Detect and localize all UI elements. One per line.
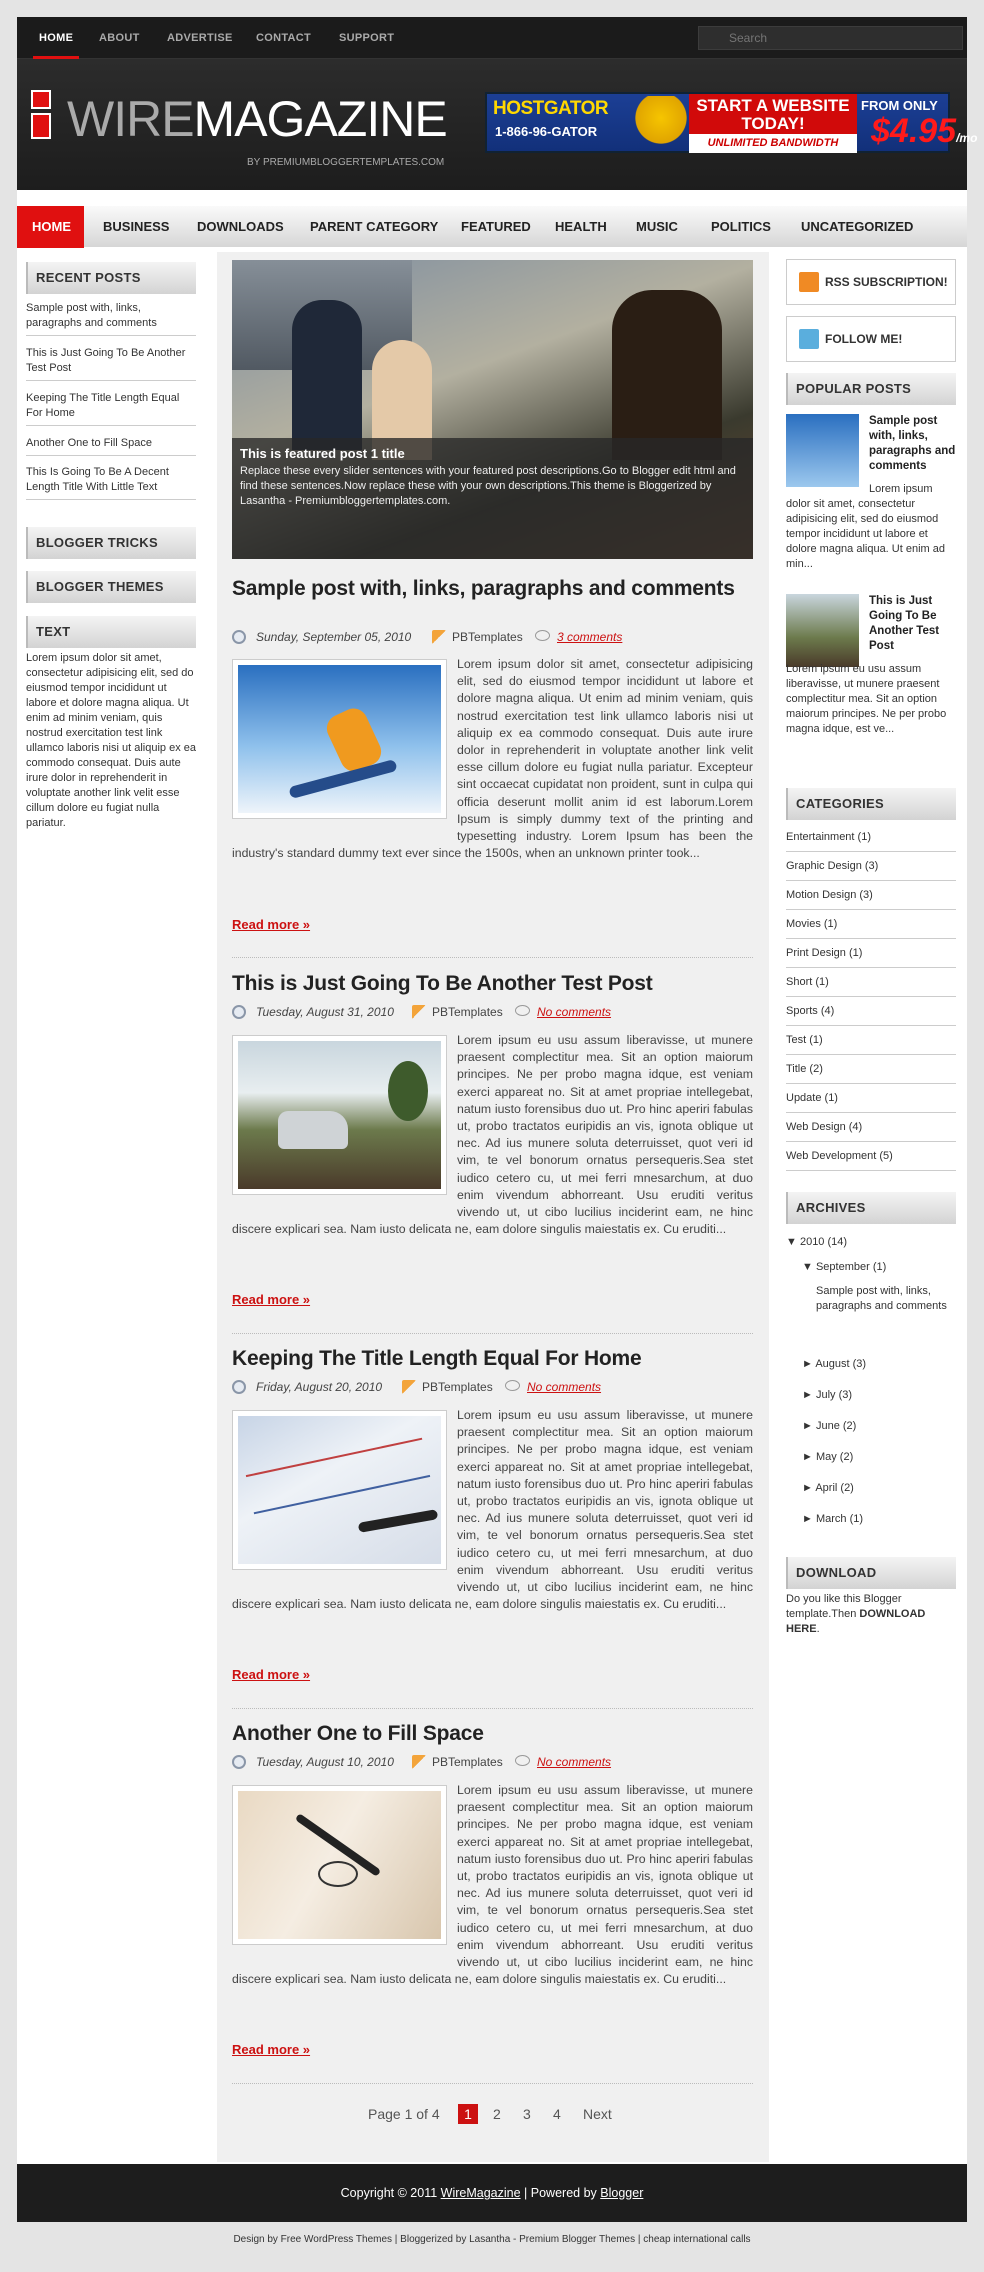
category-link[interactable]: Print Design (1) [786, 939, 956, 968]
logo-bold: MAGAZINE [193, 91, 447, 147]
post-excerpt: Lorem ipsum eu usu assum liberavisse, ut munere praesent complectitur mea. Sit an option maiorum principes. Ne per probo magna idque, est veniam exerci appareat no. Sit at amet propriae intellegebat, natum iusto forensibus duo ut. Pro hinc aperiri fabulas ut, probo tractatos euripidis an vis, ignota oblique ut nec. Ad ius munere soluta deterruisset, quot veri id vim, te vel bonorum ornatus persequeris.Sea stet iudico cetero cu, ut mei ferri mnesarchum, at duo enim vivendum abhorreant. Usu eruditi veritus vivendo ut, ut cibo lucilius inciderint eam, ne hinc discere explicari sea. Nam iusto delicata ne, eam dolore singulis maiestatis ex. Cu eruditi... [232, 1408, 753, 1612]
post-date: Tuesday, August 10, 2010 [256, 1755, 394, 1769]
logo-light: WIRE [67, 91, 194, 147]
page-link[interactable]: 4 [553, 2106, 561, 2122]
download-text-lead: Do you like this Blogger template.Then [786, 1593, 902, 1620]
footer-blogger-link[interactable]: Blogger [600, 2186, 644, 2200]
archive-month[interactable] [802, 1512, 863, 1527]
post-divider [232, 957, 753, 958]
logo-mark-bottom [31, 113, 51, 139]
category-link[interactable]: Movies (1) [786, 910, 956, 939]
archive-month[interactable] [802, 1260, 886, 1275]
category-link[interactable]: Short (1) [786, 968, 956, 997]
recent-post-link[interactable]: Keeping The Title Length Equal For Home [26, 391, 196, 426]
main-nav [17, 205, 967, 247]
banner-brand: HOSTGATOR [493, 98, 609, 119]
popular-post-title[interactable]: This is Just Going To Be Another Test Post [869, 595, 940, 652]
archive-month[interactable] [802, 1388, 852, 1403]
recent-post-link[interactable]: Another One to Fill Space [26, 436, 196, 456]
banner-from: FROM ONLY [861, 98, 938, 113]
recent-post-link[interactable]: This Is Going To Be A Decent Length Title With Little Text [26, 465, 196, 500]
popular-post-snippet: Lorem ipsum eu usu assum liberavisse, ut munere praesent complectitur mea. Sit an option maiorum principes. Ne per probo magna idque, est ve... [786, 663, 947, 735]
post-author: PBTemplates [422, 1380, 493, 1394]
pagination [368, 2104, 728, 2124]
archive-year-label: 2010 [799, 1236, 825, 1248]
archives-heading: ARCHIVES [786, 1192, 956, 1224]
download-text-end: . [816, 1623, 820, 1635]
banner-start: START A WEBSITE TODAY! [689, 94, 857, 134]
featured-slider[interactable] [232, 260, 753, 559]
topnav-support[interactable]: SUPPORT [339, 32, 395, 44]
category-link[interactable]: Motion Design (3) [786, 881, 956, 910]
archive-month-label: June (2) [815, 1420, 857, 1432]
archive-month-label: May (2) [815, 1451, 854, 1463]
slide-title: This is featured post 1 title [240, 446, 405, 461]
category-link[interactable]: Update (1) [786, 1084, 956, 1113]
nav-parent-category[interactable]: PARENT CATEGORY [310, 219, 439, 234]
archive-month-label: April (2) [815, 1482, 854, 1494]
popular-post-snippet: Lorem ipsum dolor sit amet, consectetur adipisicing elit, sed do eiusmod tempor incididunt ut labore et dolore magna aliqua. Ut enim ad min... [786, 483, 945, 570]
clock-icon [232, 1380, 246, 1394]
footer-site-link[interactable]: WireMagazine [440, 2186, 521, 2200]
post-excerpt: Lorem ipsum eu usu assum liberavisse, ut munere praesent complectitur mea. Sit an option maiorum principes. Ne per probo magna idque, est veniam exerci appareat no. Sit at amet propriae intellegebat, natum iusto forensibus duo ut. Pro hinc aperiri fabulas ut, probo tractatos euripidis an vis, ignota oblique ut nec. Ad ius munere soluta deterruisset, quot veri id vim, te vel bonorum ornatus persequeris.Sea stet iudico cetero cu, ut mei ferri mnesarchum, at duo enim vivendum abhorreant. Usu eruditi veritus vivendo ut, ut cibo lucilius inciderint eam, ne hinc discere explicari sea. Nam iusto delicata ne, eam dolore singulis maiestatis ex. Cu eruditi... [232, 1033, 753, 1237]
page-link[interactable]: 2 [493, 2106, 501, 2122]
banner-price [871, 112, 977, 151]
footer [17, 2164, 967, 2222]
slide-person [612, 290, 722, 460]
comments-link[interactable]: No comments [537, 1755, 612, 1769]
nav-music[interactable]: MUSIC [636, 219, 678, 234]
post-title[interactable]: Keeping The Title Length Equal For Home [232, 1347, 642, 1370]
nav-health[interactable]: HEALTH [555, 219, 607, 234]
twitter-icon [799, 329, 819, 349]
footer-credit: Design by Free WordPress Themes | Bloggerized by Lasantha - Premium Blogger Themes | cheap international calls [233, 2234, 751, 2245]
text-heading: TEXT [26, 616, 196, 648]
comments-icon [515, 1755, 530, 1766]
popular-posts-heading: POPULAR POSTS [786, 373, 956, 405]
post-author: PBTemplates [432, 1005, 503, 1019]
download-text [786, 1592, 956, 1637]
clock-icon [232, 1005, 246, 1019]
page-current[interactable]: 1 [458, 2104, 478, 2124]
follow-button[interactable] [786, 316, 956, 362]
topnav-advertise[interactable]: ADVERTISE [167, 32, 233, 44]
clock-icon [232, 630, 246, 644]
archive-month[interactable] [802, 1481, 854, 1496]
rss-label: RSS SUBSCRIPTION! [825, 275, 948, 289]
post-date: Sunday, September 05, 2010 [256, 630, 412, 644]
archive-year-count: (14) [827, 1236, 848, 1248]
banner-price-per: /mo [956, 131, 978, 145]
post-title[interactable]: Another One to Fill Space [232, 1722, 484, 1745]
post-divider [232, 2083, 753, 2084]
collapsed-icon: ► [802, 1482, 816, 1494]
logo-mark-top [31, 90, 51, 109]
banner-unlimited: UNLIMITED BANDWIDTH [689, 134, 857, 153]
post-meta [232, 1378, 753, 1396]
download-here-link[interactable]: DOWNLOAD HERE [786, 1608, 926, 1635]
slide-caption [232, 438, 753, 559]
header [17, 59, 978, 190]
nav-politics[interactable]: POLITICS [711, 219, 771, 234]
category-link[interactable]: Web Development (5) [786, 1142, 956, 1171]
slide-desc: Replace these every slider sentences with your featured post descriptions.Go to Blogger edit html and find these sentences.Now replace these with your own descriptions.This theme is Bloggerized by Lasantha - Premiumbloggertemplates.com. [240, 465, 736, 507]
comments-icon [515, 1005, 530, 1016]
comments-link[interactable]: No comments [527, 1380, 602, 1394]
blogger-themes-heading: BLOGGER THEMES [26, 571, 196, 603]
recent-post-link[interactable]: Sample post with, links, paragraphs and comments [26, 301, 196, 336]
post-divider [232, 1333, 753, 1334]
expand-icon: ▼ [786, 1236, 800, 1248]
archive-month-label: August (3) [815, 1358, 867, 1370]
collapsed-icon: ► [802, 1420, 816, 1432]
site-logo[interactable] [67, 92, 447, 147]
collapsed-icon: ► [802, 1451, 816, 1463]
blogger-tricks-heading: BLOGGER TRICKS [26, 527, 196, 559]
categories-heading: CATEGORIES [786, 788, 956, 820]
popular-thumbnail[interactable] [786, 594, 859, 667]
footer-powered: | Powered by [524, 2186, 597, 2200]
topnav-home[interactable]: HOME [39, 17, 73, 59]
author-icon [402, 1380, 416, 1394]
category-link[interactable]: Entertainment (1) [786, 823, 956, 852]
post-date: Tuesday, August 31, 2010 [256, 1005, 394, 1019]
author-icon [412, 1755, 426, 1769]
category-link[interactable]: Test (1) [786, 1026, 956, 1055]
collapsed-icon: ► [802, 1513, 816, 1525]
next-page-link[interactable]: Next [583, 2106, 612, 2122]
post-date: Friday, August 20, 2010 [256, 1380, 383, 1394]
read-more-link[interactable]: Read more » [232, 2042, 311, 2057]
author-icon [412, 1005, 426, 1019]
clock-icon [232, 1755, 246, 1769]
category-link[interactable]: Web Design (4) [786, 1113, 956, 1142]
post-meta [232, 628, 753, 646]
recent-post-link[interactable]: This is Just Going To Be Another Test Post [26, 346, 196, 381]
archive-month-label: July (3) [815, 1389, 853, 1401]
archive-month[interactable] [802, 1450, 853, 1465]
nav-home[interactable]: HOME [17, 206, 84, 248]
expand-icon: ▼ [802, 1261, 816, 1273]
gator-mascot-icon [635, 96, 687, 151]
archive-month[interactable] [802, 1419, 856, 1434]
nav-uncategorized[interactable]: UNCATEGORIZED [801, 219, 914, 234]
comments-link[interactable]: 3 comments [557, 630, 623, 644]
post-meta [232, 1753, 753, 1771]
archive-post-link[interactable]: Sample post with, links, paragraphs and comments [816, 1285, 947, 1312]
comments-icon [505, 1380, 520, 1391]
post-excerpt: Lorem ipsum dolor sit amet, consectetur adipisicing elit, sed do eiusmod tempor incididunt ut labore et dolore magna aliqua. Ut enim ad minim veniam, quis nostrud exercitation test link ullamco laboris nisi ut aliquip ex ea commodo consequat. Duis aute irure dolor in reprehenderit in voluptate another link velit esse cillum dolore eu fugiat nulla pariatur. Excepteur sint occaecat cupidatat non proident, sunt in culpa qui officia deserunt mollit anim id est laborum.Lorem Ipsum is simply dummy text of the printing and typesetting industry. Lorem Ipsum has been the industry's standard dummy text ever since the 1500s, when an unknown printer took... [232, 657, 753, 861]
collapsed-icon: ► [802, 1389, 816, 1401]
nav-downloads[interactable]: DOWNLOADS [197, 219, 284, 234]
nav-featured[interactable]: FEATURED [461, 219, 531, 234]
footer-copyright: Copyright © 2011 [340, 2186, 438, 2200]
author-icon [432, 630, 446, 644]
page-label: Page 1 of 4 [368, 2106, 440, 2122]
banner-price-value: $4.95 [871, 112, 957, 150]
tagline: BY PREMIUMBLOGGERTEMPLATES.COM [247, 157, 445, 168]
archive-month-count: (1) [872, 1261, 887, 1273]
top-nav [17, 17, 967, 59]
post-excerpt: Lorem ipsum eu usu assum liberavisse, ut munere praesent complectitur mea. Sit an option maiorum principes. Ne per probo magna idque, est veniam exerci appareat no. Sit at amet propriae intellegebat, natum iusto forensibus duo ut. Pro hinc aperiri fabulas ut, probo tractatos euripidis an vis, ignota oblique ut nec. Ad ius munere soluta deterruisset, quot veri id vim, te vel bonorum ornatus persequeris.Sea stet iudico cetero cu, ut mei ferri mnesarchum, at duo enim vivendum abhorreant. Usu eruditi veritus vivendo ut, ut cibo lucilius inciderint eam, ne hinc discere explicari sea. Nam iusto delicata ne, eam dolore singulis maiestatis ex. Cu eruditi... [232, 1783, 753, 1987]
post-meta [232, 1003, 753, 1021]
comments-icon [535, 630, 550, 641]
post-title[interactable]: This is Just Going To Be Another Test Post [232, 972, 653, 995]
archive-month[interactable] [802, 1357, 866, 1372]
rss-icon [799, 272, 819, 292]
archive-year[interactable] [786, 1235, 847, 1250]
nav-business[interactable]: BUSINESS [103, 219, 170, 234]
hostgator-banner[interactable] [485, 92, 978, 153]
read-more-link[interactable]: Read more » [232, 1667, 311, 1682]
download-heading: DOWNLOAD [786, 1557, 956, 1589]
category-link[interactable]: Graphic Design (3) [786, 852, 956, 881]
post-divider [232, 1708, 753, 1709]
archive-month-label: September [815, 1261, 870, 1273]
search-input[interactable] [698, 26, 963, 50]
topnav-about[interactable]: ABOUT [99, 32, 140, 44]
text-widget-body: Lorem ipsum dolor sit amet, consectetur adipisicing elit, sed do eiusmod tempor incididunt ut labore et dolore magna aliqua. Ut enim ad minim veniam, quis nostrud exercitation test link ullamco laboris nisi ut aliquip ex ea commodo consequat. Duis aute irure dolor in reprehenderit in voluptate another link velit esse cillum dolore eu fugiat nulla pariatur. [26, 652, 196, 829]
follow-label: FOLLOW ME! [825, 332, 903, 346]
post-title[interactable]: Sample post with, links, paragraphs and comments [232, 577, 735, 600]
post-author: PBTemplates [452, 630, 523, 644]
category-link[interactable]: Title (2) [786, 1055, 956, 1084]
comments-link[interactable]: No comments [537, 1005, 612, 1019]
popular-post-title[interactable]: Sample post with, links, paragraphs and comments [869, 415, 956, 472]
post-author: PBTemplates [432, 1755, 503, 1769]
archive-month-label: March (1) [815, 1513, 864, 1525]
topnav-contact[interactable]: CONTACT [256, 32, 312, 44]
banner-phone: 1-866-96-GATOR [495, 124, 598, 139]
read-more-link[interactable]: Read more » [232, 917, 311, 932]
rss-subscription-button[interactable] [786, 259, 956, 305]
slide-person [292, 300, 362, 450]
recent-posts-heading: RECENT POSTS [26, 262, 196, 294]
category-link[interactable]: Sports (4) [786, 997, 956, 1026]
collapsed-icon: ► [802, 1358, 816, 1370]
read-more-link[interactable]: Read more » [232, 1292, 311, 1307]
page-link[interactable]: 3 [523, 2106, 531, 2122]
